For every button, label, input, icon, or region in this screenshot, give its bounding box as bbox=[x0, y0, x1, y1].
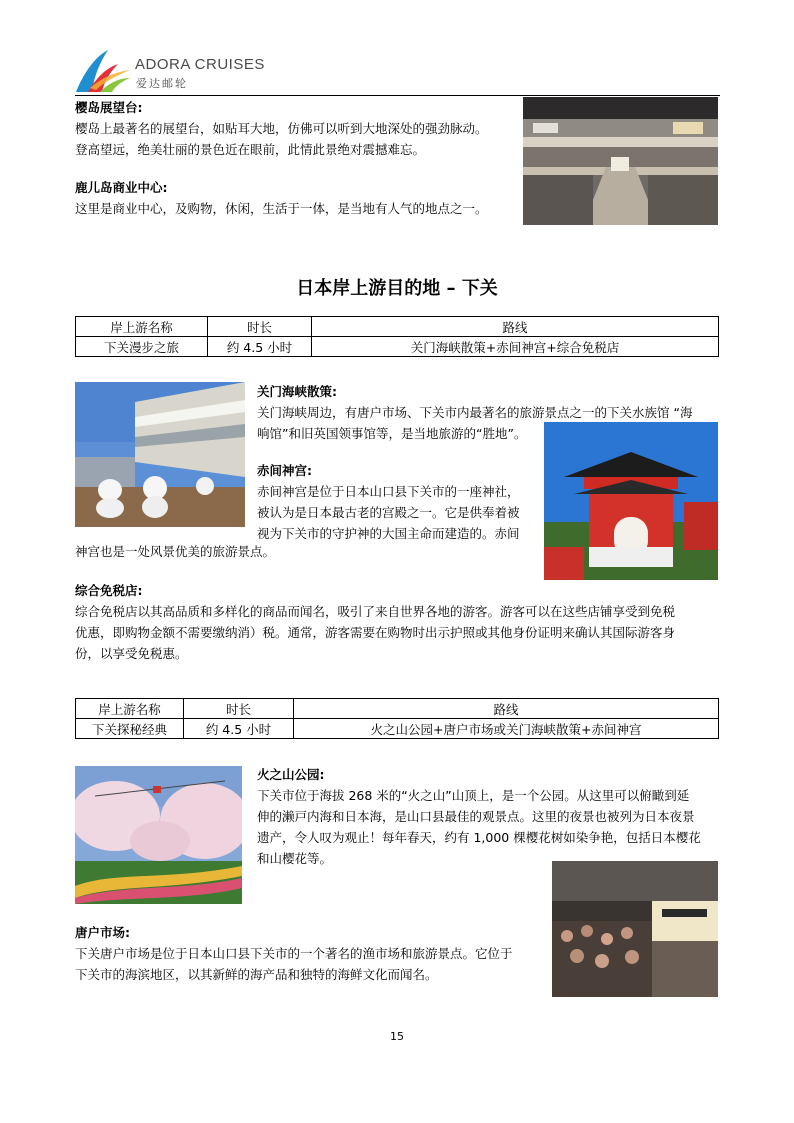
kanmon-heading: 关门海峡散策: bbox=[257, 384, 337, 399]
kanmon-strait-photo bbox=[75, 382, 245, 527]
karato-market-photo bbox=[552, 861, 718, 997]
header-duration-cell: 时长 bbox=[184, 699, 294, 719]
route-table-2 bbox=[75, 698, 719, 739]
route1-name-cell: 下关漫步之旅 bbox=[76, 337, 208, 357]
brand-name-cn: 爱达邮轮 bbox=[136, 77, 188, 90]
route-table-1 bbox=[75, 316, 719, 357]
page-number: 15 bbox=[390, 1030, 404, 1043]
akama-body-1: 赤间神宫是位于日本山口县下关市的一座神社， bbox=[257, 484, 520, 499]
akama-body-4: 神宫也是一处风景优美的旅游景点。 bbox=[75, 544, 276, 559]
hinoyama-body-1: 下关市位于海拔 268 米的“火之山”山顶上，是一个公园。从这里可以俯瞰到延 bbox=[257, 788, 690, 803]
table-row bbox=[76, 719, 719, 739]
section-title: 日本岸上游目的地 – 下关 bbox=[296, 278, 498, 299]
table-row bbox=[76, 337, 719, 357]
akama-body-2: 被认为是日本最古老的宫殿之一。它是供奉着被 bbox=[257, 505, 520, 520]
header-divider bbox=[75, 95, 720, 96]
route2-name-cell: 下关探秘经典 bbox=[76, 719, 184, 739]
header-route-cell: 路线 bbox=[312, 317, 719, 337]
kagoshima-heading: 鹿儿岛商业中心: bbox=[75, 180, 168, 195]
dutyfree-body-1: 综合免税店以其高品质和多样化的商品而闻名，吸引了来自世界各地的游客。游客可以在这些店铺享受到免税 bbox=[75, 604, 676, 619]
hinoyama-park-photo bbox=[75, 766, 242, 904]
header-name-cell: 岸上游名称 bbox=[76, 699, 184, 719]
route1-duration-cell: 约 4.5 小时 bbox=[208, 337, 312, 357]
header-duration-cell: 时长 bbox=[208, 317, 312, 337]
kagoshima-body: 这里是商业中心，及购物，休闲，生活于一体，是当地有人气的地点之一。 bbox=[75, 201, 488, 216]
table-header-row bbox=[76, 317, 719, 337]
akama-shrine-photo bbox=[544, 422, 718, 580]
table-header-row bbox=[76, 699, 719, 719]
route2-route-cell: 火之山公园+唐户市场或关门海峡散策+赤间神宫 bbox=[294, 719, 719, 739]
hinoyama-body-3: 遗产，令人叹为观止！每年春天，约有 1,000 棵樱花树如染争艳，包括日本樱花 bbox=[257, 830, 701, 845]
karato-body-1: 下关唐户市场是位于日本山口县下关市的一个著名的渔市场和旅游景点。它位于 bbox=[75, 946, 513, 961]
adora-logo bbox=[74, 48, 132, 94]
route2-duration-cell: 约 4.5 小时 bbox=[184, 719, 294, 739]
shopping-mall-photo bbox=[523, 97, 718, 225]
akama-body-3: 视为下关市的守护神的大国主命而建造的。赤间 bbox=[257, 526, 520, 541]
dutyfree-heading: 综合免税店: bbox=[75, 583, 143, 598]
route1-route-cell: 关门海峡散策+赤间神宫+综合免税店 bbox=[312, 337, 719, 357]
logo-mark-icon bbox=[74, 48, 132, 94]
kanmon-body-2: 响馆”和旧英国领事馆等，是当地旅游的“胜地”。 bbox=[257, 426, 527, 441]
dutyfree-body-2: 优惠，即购物金额不需要缴纳消）税。通常，游客需要在购物时出示护照或其他身份证明来确认其国际游客身 bbox=[75, 625, 676, 640]
header-route-cell: 路线 bbox=[294, 699, 719, 719]
sakurajima-heading: 樱岛展望台: bbox=[75, 100, 143, 115]
sakurajima-body-1: 樱岛上最著名的展望台，如贴耳大地，仿佛可以听到大地深处的强劲脉动。 bbox=[75, 121, 488, 136]
akama-heading: 赤间神宫: bbox=[257, 463, 312, 478]
karato-heading: 唐户市场: bbox=[75, 925, 130, 940]
hinoyama-body-2: 伸的濑戸内海和日本海，是山口县最佳的观景点。这里的夜景也被列为日本夜景 bbox=[257, 809, 695, 824]
hinoyama-heading: 火之山公园: bbox=[257, 767, 325, 782]
sakurajima-body-2: 登高望远，绝美壮丽的景色近在眼前，此情此景绝对震撼难忘。 bbox=[75, 142, 426, 157]
header-name-cell: 岸上游名称 bbox=[76, 317, 208, 337]
karato-body-2: 下关市的海滨地区，以其新鲜的海产品和独特的海鲜文化而闻名。 bbox=[75, 967, 438, 982]
kanmon-body-1: 关门海峡周边，有唐户市场、下关市内最著名的旅游景点之一的下关水族馆 “海 bbox=[257, 405, 693, 420]
dutyfree-body-3: 份，以享受免税惠。 bbox=[75, 646, 188, 661]
brand-name: ADORA CRUISES bbox=[135, 56, 265, 73]
hinoyama-body-4: 和山樱花等。 bbox=[257, 851, 333, 866]
